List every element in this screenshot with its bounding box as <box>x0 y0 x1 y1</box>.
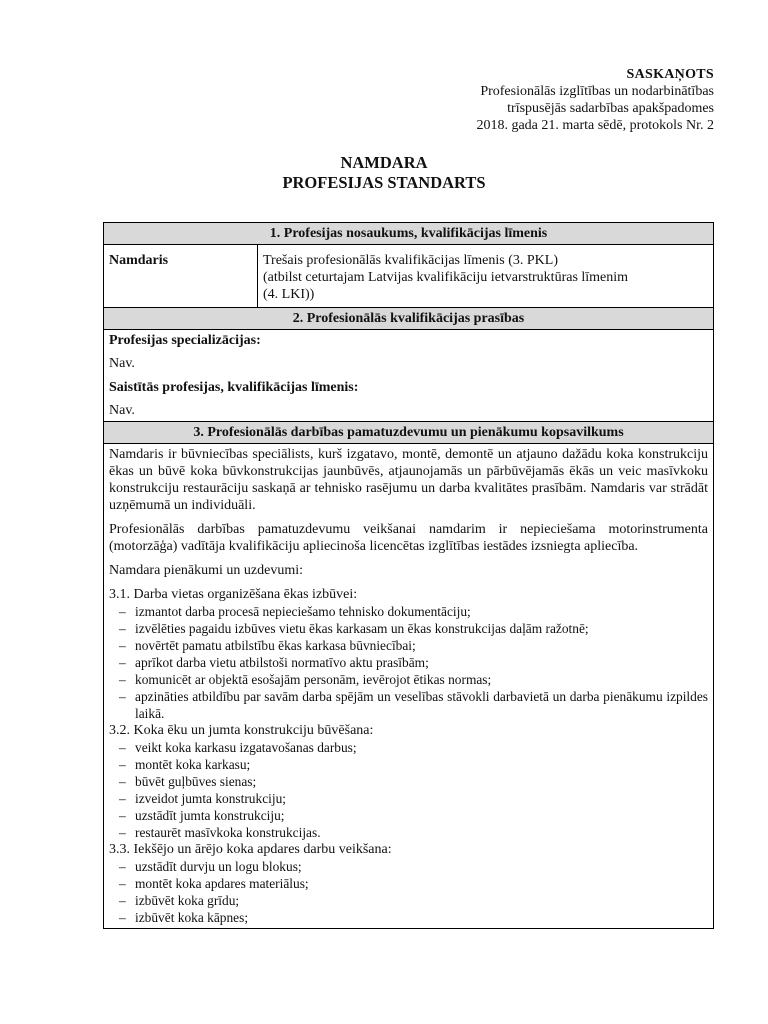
duty-text: izmantot darba procesā nepieciešamo tehnisko dokumentāciju; <box>135 604 471 619</box>
dash-bullet: – <box>119 740 126 755</box>
dash-bullet: – <box>119 672 126 687</box>
duty-list <box>109 603 708 722</box>
duty-text: restaurēt masīvkoka konstrukcijas. <box>135 825 321 840</box>
profession-name: Namdaris <box>104 245 258 308</box>
duty-text: izveidot jumta konstrukciju; <box>135 791 286 806</box>
qualification-cell <box>258 245 714 308</box>
duty-text: uzstādīt durvju un logu blokus; <box>135 859 302 874</box>
dash-bullet: – <box>119 774 126 789</box>
section-2-body-row <box>104 330 714 422</box>
approval-line: Profesionālās izglītības un nodarbinātības <box>480 84 714 99</box>
duty-item <box>119 603 708 620</box>
section-2-body <box>104 330 714 422</box>
standard-table <box>103 222 714 929</box>
duty-group-title: 3.1. Darba vietas organizēšana ēkas izbūvei: <box>109 587 358 602</box>
related-professions-label: Saistītās profesijas, kvalifikācijas līmenis: <box>109 380 359 395</box>
duty-text: montēt koka apdares materiālus; <box>135 876 309 891</box>
duty-item <box>119 654 708 671</box>
duty-item <box>119 620 708 637</box>
approval-line: trīspusējās sadarbības apakšpadomes <box>507 101 714 116</box>
dash-bullet: – <box>119 757 126 772</box>
section-3-body-row <box>104 444 714 929</box>
duty-text: komunicēt ar objektā esošajām personām, ievērojot ētikas normas; <box>135 672 492 687</box>
approval-line: 2018. gada 21. marta sēdē, protokols Nr. 2 <box>476 118 714 133</box>
duty-item <box>119 637 708 654</box>
duty-text: novērtēt pamatu atbilstību ēkas karkasa būvniecībai; <box>135 638 416 653</box>
dash-bullet: – <box>119 876 126 891</box>
qualification-line: (atbilst ceturtajam Latvijas kvalifikāciju ietvarstruktūras līmenim <box>263 270 629 285</box>
duty-item <box>119 875 708 892</box>
dash-bullet: – <box>119 621 126 636</box>
dash-bullet: – <box>119 638 126 653</box>
title-line: PROFESIJAS STANDARTS <box>282 173 486 192</box>
qualification-line: Trešais profesionālās kvalifikācijas līmenis (3. PKL) <box>263 253 558 268</box>
dash-bullet: – <box>119 791 126 806</box>
duty-item <box>119 688 708 722</box>
dash-bullet: – <box>119 910 126 925</box>
duties-label: Namdara pienākumi un uzdevumi: <box>109 563 303 578</box>
duty-text: izbūvēt koka kāpnes; <box>135 910 249 925</box>
duty-item <box>119 739 708 756</box>
dash-bullet: – <box>119 655 126 670</box>
duty-text: uzstādīt jumta konstrukciju; <box>135 808 285 823</box>
license-paragraph: Profesionālās darbības pamatuzdevumu veikšanai namdarim ir nepieciešama motorinstrumenta (motorzāģa) vadītāja kvalifikāciju apliecinoša licencētas izglītības iestādes izsniegta apliecība. <box>109 522 708 554</box>
duty-text: veikt koka karkasu izgatavošanas darbus; <box>135 740 357 755</box>
duty-text: izvēlēties pagaidu izbūves vietu ēkas karkasam un ēkas konstrukcijas daļām ražotnē; <box>135 621 589 636</box>
duty-item <box>119 773 708 790</box>
approval-block <box>476 66 714 134</box>
duty-item <box>119 892 708 909</box>
document-title <box>0 153 768 193</box>
duty-item <box>119 790 708 807</box>
dash-bullet: – <box>119 689 126 704</box>
qualification-line: (4. LKI)) <box>263 287 315 302</box>
duty-item <box>119 671 708 688</box>
duty-text: izbūvēt koka grīdu; <box>135 893 240 908</box>
duty-list <box>109 739 708 841</box>
specializations-value: Nav. <box>109 356 135 371</box>
section-3-body <box>104 444 714 929</box>
summary-paragraph: Namdaris ir būvniecības speciālists, kurš izgatavo, montē, demontē un atjauno dažādu koka konstrukciju ēkas un būvē koka būvkonstrukcijas jaunbūvēs, atjaunojamās un pārbūvējamās ēkās un veic masīvkoku konstrukciju restaurāciju saskaņā ar tehnisko rasējumu un darba kvalitātes prasībām. Namdaris var strādāt uzņēmumā un individuāli. <box>109 447 708 513</box>
duty-text: montēt koka karkasu; <box>135 757 251 772</box>
duty-item <box>119 756 708 773</box>
section-1-header-row <box>104 223 714 245</box>
duty-item <box>119 909 708 926</box>
dash-bullet: – <box>119 859 126 874</box>
duty-item <box>119 807 708 824</box>
duty-group-title: 3.3. Iekšējo un ārējo koka apdares darbu veikšana: <box>109 842 392 857</box>
duty-item <box>119 824 708 841</box>
duty-list <box>109 858 708 926</box>
approval-heading: SASKAŅOTS <box>626 67 714 82</box>
duty-text: apzināties atbildību par savām darba spējām un veselības stāvokli darbavietā un darba pienākumu izpildes laikā. <box>135 689 708 721</box>
duty-text: aprīkot darba vietu atbilstoši normatīvo aktu prasībām; <box>135 655 429 670</box>
related-professions-value: Nav. <box>109 403 135 418</box>
profession-row <box>104 245 714 308</box>
section-2-header-row <box>104 308 714 330</box>
duty-group-title: 3.2. Koka ēku un jumta konstrukciju būvēšana: <box>109 723 374 738</box>
section-1-heading: 1. Profesijas nosaukums, kvalifikācijas līmenis <box>104 223 714 245</box>
duty-text: būvēt guļbūves sienas; <box>135 774 257 789</box>
duty-item <box>119 858 708 875</box>
section-3-header-row <box>104 422 714 444</box>
dash-bullet: – <box>119 808 126 823</box>
section-2-heading: 2. Profesionālās kvalifikācijas prasības <box>104 308 714 330</box>
title-line: NAMDARA <box>340 153 428 172</box>
dash-bullet: – <box>119 893 126 908</box>
section-3-heading: 3. Profesionālās darbības pamatuzdevumu un pienākumu kopsavilkums <box>104 422 714 444</box>
dash-bullet: – <box>119 604 126 619</box>
dash-bullet: – <box>119 825 126 840</box>
specializations-label: Profesijas specializācijas: <box>109 333 261 348</box>
